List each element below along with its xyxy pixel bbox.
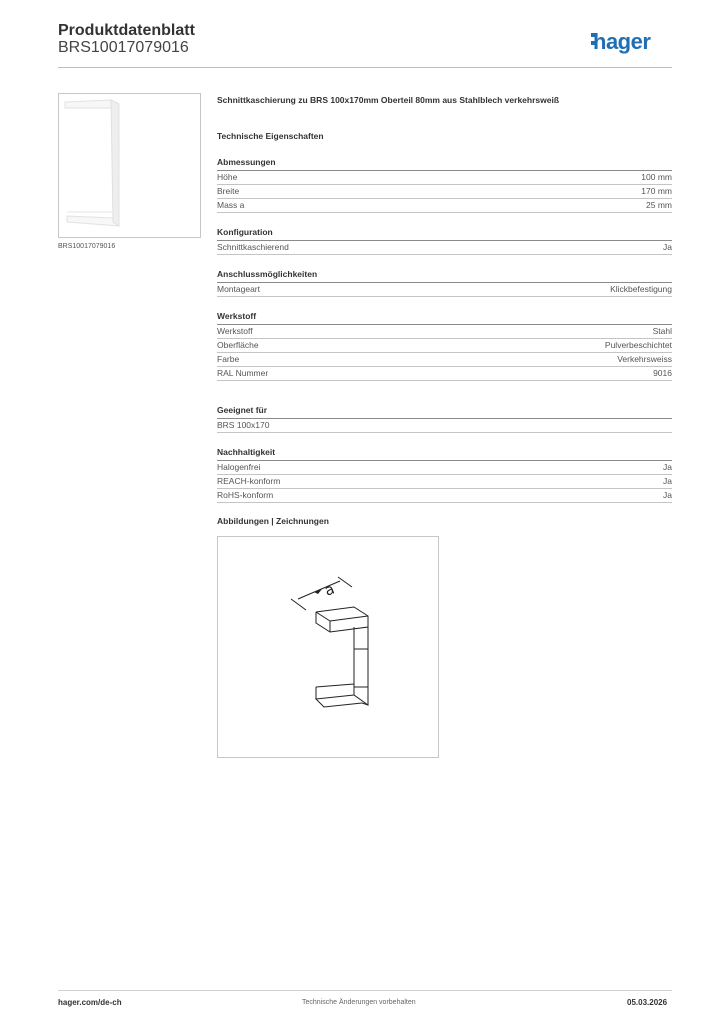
property-value: 9016 (653, 368, 672, 378)
thumbnail-caption: BRS10017079016 (58, 243, 116, 250)
property-label: Mass a (217, 200, 245, 210)
property-value: 25 mm (646, 200, 672, 210)
property-value: 170 mm (641, 186, 672, 196)
section-heading: Nachhaltigkeit (217, 447, 672, 461)
property-label: BRS 100x170 (217, 420, 270, 430)
property-label: Farbe (217, 354, 240, 364)
section-konfiguration (217, 227, 672, 255)
section-heading: Abmessungen (217, 157, 672, 171)
property-label: RAL Nummer (217, 368, 269, 378)
section-heading: Werkstoff (217, 311, 672, 325)
section-anschluss (217, 269, 672, 297)
property-row (217, 461, 672, 475)
property-value: Klickbefestigung (610, 284, 672, 294)
property-row (217, 367, 672, 381)
article-number: BRS10017079016 (58, 39, 189, 56)
property-value: Stahl (652, 326, 672, 336)
property-row (217, 475, 672, 489)
property-label: Höhe (217, 172, 238, 182)
footer-date: 05.03.2026 (627, 998, 668, 1007)
property-label: Werkstoff (217, 326, 253, 336)
section-nachhaltigkeit (217, 447, 672, 503)
header-divider (58, 67, 672, 68)
property-value: Ja (663, 242, 672, 252)
property-value: Verkehrsweiss (617, 354, 672, 364)
property-label: Oberfläche (217, 340, 259, 350)
property-label: Schnittkaschierend (217, 242, 289, 252)
section-geeignet (217, 405, 672, 433)
property-row (217, 283, 672, 297)
property-value: Ja (663, 490, 672, 500)
property-row (217, 325, 672, 339)
technical-properties-heading: Technische Eigenschaften (217, 131, 324, 141)
property-label: REACH-konform (217, 476, 281, 486)
hager-logo[interactable]: hager (593, 29, 651, 54)
property-label: Montageart (217, 284, 260, 294)
footer-website-link[interactable]: hager.com/de-ch (58, 998, 122, 1007)
property-row (217, 241, 672, 255)
property-label: RoHS-konform (217, 490, 274, 500)
footer-divider (58, 990, 672, 991)
property-row (217, 185, 672, 199)
figures-heading: Abbildungen | Zeichnungen (217, 516, 329, 526)
dimension-label: a (321, 579, 338, 600)
section-werkstoff (217, 311, 672, 381)
product-details (217, 95, 672, 503)
property-row (217, 171, 672, 185)
property-row (217, 353, 672, 367)
product-title: Schnittkaschierung zu BRS 100x170mm Oberteil 80mm aus Stahlblech verkehrsweiß (217, 95, 560, 105)
property-value: Pulverbeschichtet (604, 340, 672, 350)
property-row (217, 339, 672, 353)
product-thumbnail-image (59, 94, 200, 237)
property-value: Ja (663, 462, 672, 472)
property-row (217, 489, 672, 503)
property-label: Halogenfrei (217, 462, 261, 472)
property-value: Ja (663, 476, 672, 486)
footer-notice: Technische Änderungen vorbehalten (302, 999, 416, 1006)
property-label: Breite (217, 186, 240, 196)
section-heading: Anschlussmöglichkeiten (217, 269, 672, 283)
technical-drawing (217, 536, 439, 758)
section-abmessungen (217, 157, 672, 213)
property-value: 100 mm (641, 172, 672, 182)
property-row (217, 419, 672, 433)
section-heading: Konfiguration (217, 227, 672, 241)
property-row (217, 199, 672, 213)
technical-drawing-image (218, 537, 438, 757)
product-thumbnail (58, 93, 201, 238)
document-title: Produktdatenblatt (58, 22, 195, 39)
section-heading: Geeignet für (217, 405, 672, 419)
